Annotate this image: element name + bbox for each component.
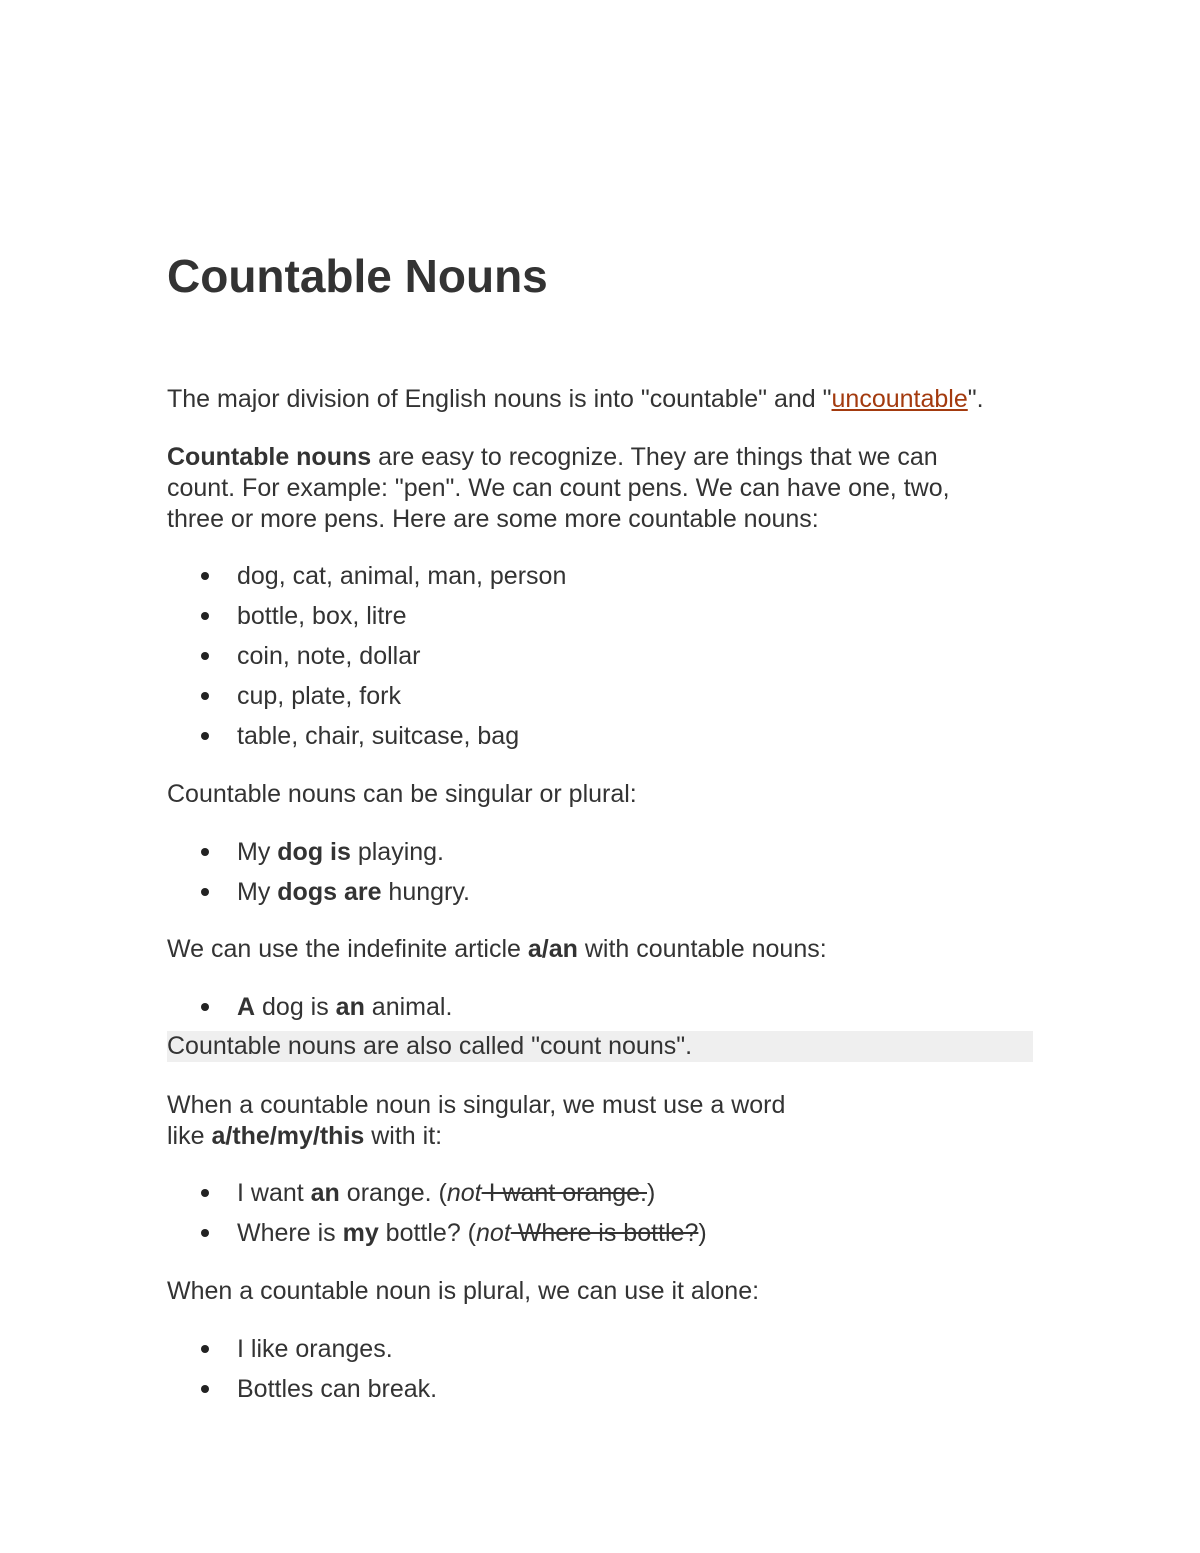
- list-item: A dog is an animal.: [167, 992, 452, 1032]
- list-item: My dogs are hungry.: [167, 877, 470, 917]
- examples-list: [167, 561, 566, 761]
- uncountable-link[interactable]: uncountable: [831, 385, 968, 413]
- plural-rule-paragraph: When a countable noun is plural, we can use it alone:: [167, 1277, 760, 1305]
- list-item: My dog is playing.: [167, 837, 470, 877]
- list-item: I like oranges.: [167, 1334, 437, 1374]
- count-nouns-note: Countable nouns are also called "count nouns".: [167, 1031, 1033, 1062]
- article-example-list: [167, 992, 452, 1032]
- singular-plural-list: [167, 837, 470, 917]
- bold-term: Countable nouns: [167, 443, 372, 471]
- singular-rule-paragraph: When a countable noun is singular, we must use a word like a/the/my/this with it:: [167, 1090, 1033, 1152]
- definition-text: count. For example: "pen". We can count pens. We can have one, two,: [167, 474, 950, 502]
- list-item: I want an orange. (not I want orange.): [167, 1178, 707, 1218]
- list-item: coin, note, dollar: [167, 641, 566, 681]
- intro-text: The major division of English nouns is into "countable" and ": [167, 385, 832, 413]
- list-item: Bottles can break.: [167, 1374, 437, 1414]
- countable-definition-paragraph: [167, 442, 1033, 535]
- list-item: table, chair, suitcase, bag: [167, 721, 566, 761]
- rule-text: When a countable noun is singular, we must use a word: [167, 1091, 786, 1119]
- singular-examples-list: [167, 1178, 707, 1258]
- singular-plural-paragraph: Countable nouns can be singular or plural:: [167, 780, 637, 808]
- intro-text-end: ".: [967, 385, 984, 413]
- list-item: bottle, box, litre: [167, 601, 566, 641]
- list-item: cup, plate, fork: [167, 681, 566, 721]
- definition-text: three or more pens. Here are some more countable nouns:: [167, 505, 819, 533]
- list-item: Where is my bottle? (not Where is bottle?): [167, 1218, 707, 1258]
- list-item: dog, cat, animal, man, person: [167, 561, 566, 601]
- definition-text: are easy to recognize. They are things that we can: [371, 443, 938, 471]
- page-title: Countable Nouns: [167, 250, 548, 302]
- intro-paragraph: [167, 384, 1033, 415]
- plural-examples-list: [167, 1334, 437, 1414]
- indefinite-article-paragraph: We can use the indefinite article a/an with countable nouns:: [167, 935, 827, 963]
